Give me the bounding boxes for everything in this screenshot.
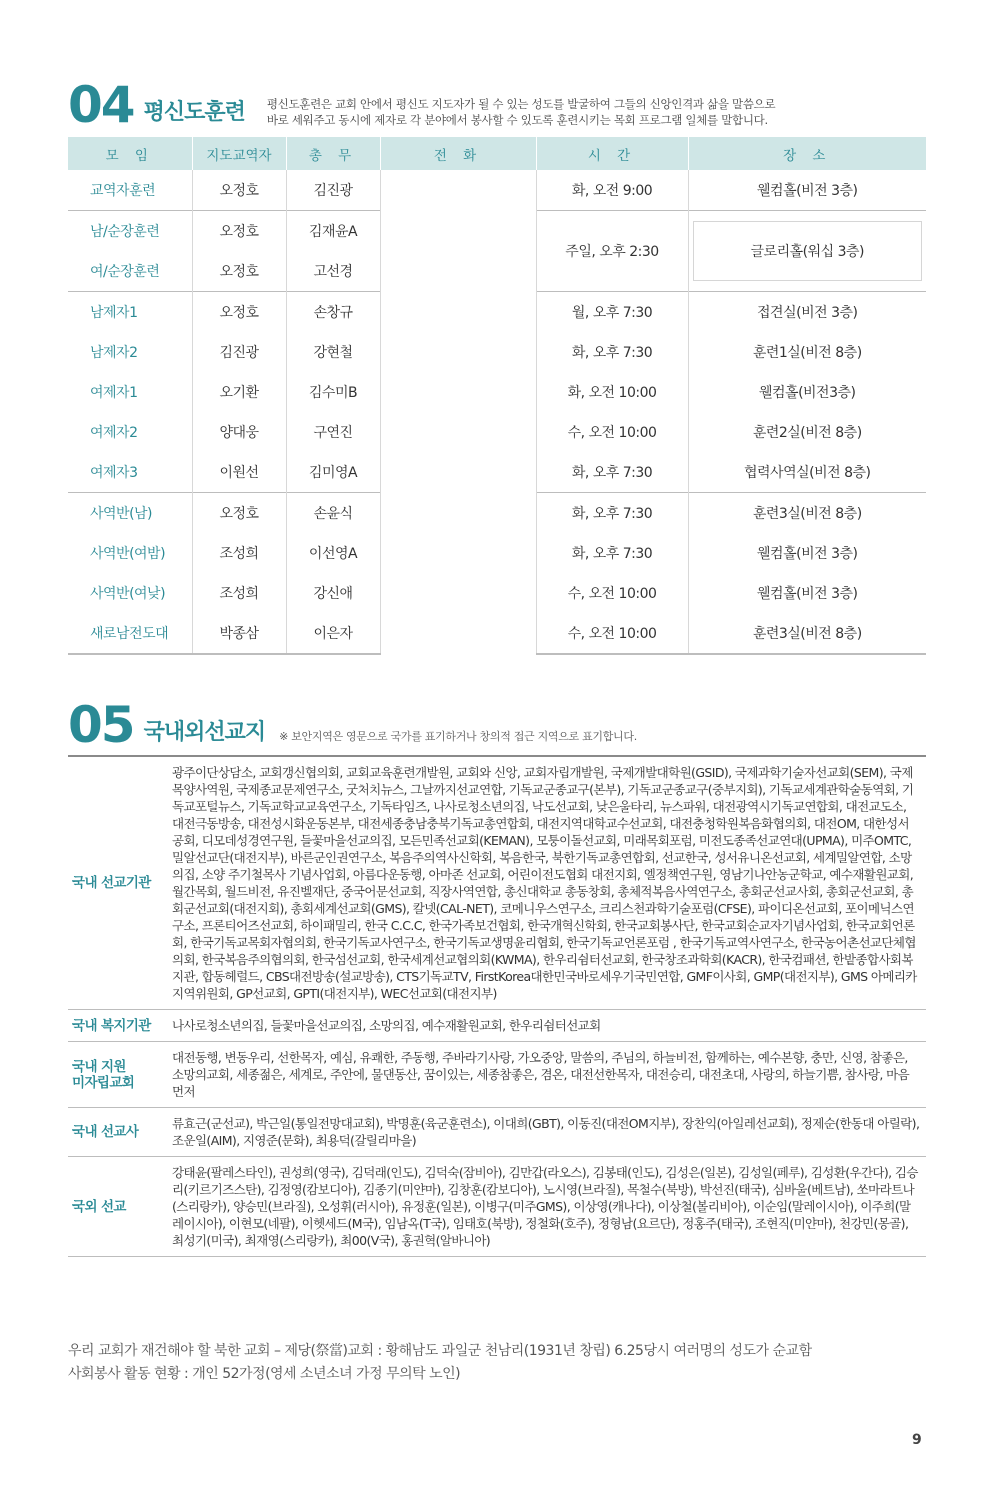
group-cell: 여제자1: [90, 385, 138, 401]
section-title: 평신도훈련: [143, 100, 245, 125]
manager-cell: 고선경: [286, 251, 380, 292]
mission-table: [68, 757, 926, 1257]
manager-cell: 김미영A: [286, 452, 380, 493]
column-header: 총 무: [286, 137, 380, 170]
mission-text: 나사로청소년의집, 들꽃마을선교의집, 소망의집, 예수재활원교회, 한우리쉼터선교회: [172, 1010, 926, 1042]
place-box: 글로리홀(워십 3층): [693, 221, 923, 281]
mission-row: [68, 1157, 926, 1257]
leader-cell: 양대웅: [192, 412, 286, 452]
group-cell: 사역반(여밤): [90, 546, 166, 562]
leader-cell: 박종삼: [192, 613, 286, 654]
place-cell: 훈련3실(비전 8층): [688, 493, 926, 534]
leader-cell: 오정호: [192, 211, 286, 252]
column-header: 장 소: [688, 137, 926, 170]
mission-row: [68, 757, 926, 1010]
group-cell: 사역반(남): [68, 493, 192, 534]
place-cell: 접견실(비전 3층): [688, 292, 926, 333]
table-row: [68, 170, 926, 211]
manager-cell: 김수미B: [286, 372, 380, 412]
manager-cell: 강현철: [286, 332, 380, 372]
leader-cell: 오정호: [192, 251, 286, 292]
time-cell: 화, 오후 7:30: [536, 493, 688, 534]
leader-cell: 오정호: [192, 493, 286, 534]
leader-cell: 이원선: [192, 452, 286, 493]
time-cell: 수, 오전 10:00: [536, 412, 688, 452]
column-header: 전 화: [380, 137, 536, 170]
leader-cell: 김진광: [192, 332, 286, 372]
time-cell: 주일, 오후 2:30: [536, 211, 688, 292]
time-cell: 화, 오전 9:00: [536, 170, 688, 211]
time-cell: 화, 오전 10:00: [536, 372, 688, 412]
place-cell: 웰컴홀(비전3층): [688, 372, 926, 412]
mission-text: 대전동행, 변동우리, 선한목자, 예심, 유쾌한, 주동행, 주바라기사랑, 가오중앙, 말씀의, 주님의, 하늘비전, 함께하는, 예수본향, 충만, 신영, 참좋은, 소망의교회, 세종젊은, 세계로, 주안에, 물댄동산, 꿈이있는, 세종참좋은, 겸온, 대전선한목자, 대전승리, 대전초대, 사랑의, 하늘기쁨, 참사랑, 마음먼저: [172, 1042, 926, 1108]
manager-cell: 김재윤A: [286, 211, 380, 252]
group-cell: 여/순장훈련: [90, 264, 160, 280]
mission-label: 국내 지원 미자립교회: [68, 1042, 172, 1108]
section-note: ※ 보안지역은 영문으로 국가를 표기하거나 창의적 접근 지역으로 표기합니다.: [279, 730, 637, 743]
column-header: 모 임: [68, 137, 192, 170]
place-cell: 훈련1실(비전 8층): [688, 332, 926, 372]
training-table: [68, 137, 926, 655]
manager-cell: 손윤식: [286, 493, 380, 534]
mission-label: 국외 선교: [68, 1157, 172, 1257]
description-line: 바로 세워주고 동시에 제자로 각 분야에서 봉사할 수 있도록 훈련시키는 목회 프로그램 일체를 말합니다.: [266, 113, 768, 127]
mission-text: 류효근(군선교), 박근일(통일전망대교회), 박명훈(육군훈련소), 이대희(GBT), 이동진(대전OM지부), 장찬익(아일레선교회), 정제순(한동대 아릴락), 조운일(AIM), 지영준(문화), 최용덕(갈릴리마을): [172, 1108, 926, 1157]
group-cell: 사역반(여낮): [90, 586, 166, 602]
column-header: 지도교역자: [192, 137, 286, 170]
time-cell: 화, 오후 7:30: [536, 332, 688, 372]
time-cell: 수, 오전 10:00: [536, 613, 688, 654]
phone-cell: [380, 170, 536, 654]
leader-cell: 오정호: [192, 292, 286, 333]
place-cell: 훈련3실(비전 8층): [688, 613, 926, 654]
mission-row: [68, 1042, 926, 1108]
place-cell: 웰컴홀(비전 3층): [688, 533, 926, 573]
page-number: 9: [912, 1432, 922, 1448]
leader-cell: 오기환: [192, 372, 286, 412]
group-cell: 여제자3: [90, 465, 138, 481]
section-04-header: [68, 76, 776, 134]
group-cell: 남제자1: [68, 292, 192, 333]
section-number: 05: [68, 696, 134, 754]
leader-cell: 조성희: [192, 573, 286, 613]
mission-text: 강태윤(팔레스타인), 권성희(영국), 김덕래(인도), 김덕숙(잠비아), 김만갑(라오스), 김봉태(인도), 김성은(일본), 김성일(페루), 김성환(우간다), 김승리(키르기즈스탄), 김정영(캄보디아), 김종기(미얀마), 김창훈(캄보디아), 노시영(브라질), 목철수(북방), 박선진(태국), 심바울(베트남), 쏘마라트나(스리랑카), 양승민(브라질), 오성휘(러시아), 유정훈(일본), 이병구(미주GMS), 이상영(캐나다), 이상철(볼리비아), 이순임(말레이시아), 이주희(말레이시아), 이현모(네팔), 이헷세드(M국), 임남옥(T국), 임태호(북방), 정철화(호주), 정형남(요르단), 정홍주(태국), 조현직(미얀마), 천강민(몽골), 최성기(미국), 최재영(스리랑카), 최00(V국), 홍권혁(알바니아): [172, 1157, 926, 1257]
mission-row: [68, 1108, 926, 1157]
time-cell: 화, 오후 7:30: [536, 452, 688, 493]
section-title: 국내외선교지: [143, 720, 266, 745]
section-description: [267, 96, 775, 128]
description-line: 평신도훈련은 교회 안에서 평신도 지도자가 될 수 있는 성도를 발굴하여 그들의 신앙인격과 삶을 말씀으로: [266, 97, 776, 111]
mission-label: 국내 선교기관: [68, 757, 172, 1010]
group-cell: 새로남전도대: [68, 613, 192, 654]
mission-text: 광주이단상담소, 교회갱신협의회, 교회교육훈련개발원, 교회와 신앙, 교회자립개발원, 국제개발대학원(GSID), 국제과학기술자선교회(SEM), 국제목양사역원, 국제종교문제연구소, 굿처치뉴스, 그날까지선교연합, 기독교군종교구(본부), 기독교군종교구(중부지회), 기독교세계관학술동역회, 기독교포털뉴스, 기독교학교교육연구소, 기독타임즈, 나사로청소년의집, 낙도선교회, 낮은울타리, 뉴스파워, 대전광역시기독교연합회, 대전교도소, 대전극동방송, 대전성시화운동본부, 대전세종충남충북기독교총연합회, 대전지역대학교수선교회, 대전충청학원복음화협의회, 대전OM, 대한성서공회, 디모데성경연구원, 들꽃마을선교의집, 모든민족선교회(KEMAN), 모퉁이돌선교회, 미래목회포럼, 미전도종족선교연대(UPMA), 미주OMTC, 밀알선교단(대전지부), 바른군인권연구소, 복음주의역사신학회, 복음한국, 북한기독교총연합회, 선교한국, 성서유니온선교회, 세계밀알연합, 소망의집, 소양 주기철목사 기념사업회, 아름다운동행, 아마존 선교회, 어린이전도협회 대전지회, 엘정책연구원, 영남기나안농군학교, 예수재활원교회, 월간목회, 월드비전, 유진벨재단, 중국어문선교회, 직장사역연합, 총신대학교 총동창회, 총체적복음사역연구소, 총회군선교사회, 총회군선교회, 총회군선교회(대전지회), 총회세계선교회(GMS), 칼넷(CAL-NET), 코메니우스연구소, 크리스천과학기술포럼(CFSE), 파이디온선교회, 포이메닉스연구소, 프론티어즈선교회, 하이패밀리, 한국 C.C.C, 한국가족보건협회, 한국개혁신학회, 한국교회봉사단, 한국교회순교자기념사업회, 한국교회언론회, 한국기독교목회자협의회, 한국기독교사연구소, 한국기독교생명윤리협회, 한국기독교언론포럼 , 한국기독교역사연구소, 한국농어촌선교단체협의회, 한국복음주의협의회, 한국섬선교회, 한국세계선교협의회(KWMA), 한우리쉼터선교회, 한국창조과학회(KACR), 한국컴패션, 한밭종합사회복지관, 합동헤럴드, CBS대전방송(설교방송), CTS기독교TV, FirstKorea대한민국바로세우기국민연합, GMF이사회, GMP(대전지부), GMS 아메리카지역위원회, GP선교회, GPTI(대전지부), WEC선교회(대전지부): [172, 757, 926, 1010]
table-header-row: [68, 137, 926, 170]
place-cell: 훈련2실(비전 8층): [688, 412, 926, 452]
mission-label: 국내 복지기관: [68, 1010, 172, 1042]
time-cell: 월, 오후 7:30: [536, 292, 688, 333]
group-cell: 교역자훈련: [90, 183, 156, 199]
mission-label: 국내 선교사: [68, 1108, 172, 1157]
place-cell: [688, 211, 926, 292]
column-header: 시 간: [536, 137, 688, 170]
place-cell: 협력사역실(비전 8층): [688, 452, 926, 493]
group-cell: 남/순장훈련: [68, 211, 192, 252]
manager-cell: 김진광: [286, 170, 380, 211]
footer-line-social-service: 사회봉사 활동 현황 : 개인 52가정(영세 소년소녀 가정 무의탁 노인): [68, 1366, 461, 1382]
manager-cell: 손창규: [286, 292, 380, 333]
group-cell: 여제자2: [90, 425, 138, 441]
manager-cell: 강신애: [286, 573, 380, 613]
group-cell: 남제자2: [90, 345, 138, 361]
manager-cell: 구연진: [286, 412, 380, 452]
footer-line-north-korea-church: 우리 교회가 재건해야 할 북한 교회 – 제당(祭當)교회 : 황해남도 과일군 천남리(1931년 창립) 6.25당시 여러명의 성도가 순교함: [68, 1343, 812, 1359]
section-number: 04: [68, 76, 134, 134]
section-05-header: [68, 696, 637, 754]
time-cell: 수, 오전 10:00: [536, 573, 688, 613]
place-cell: 웰컴홀(비전 3층): [688, 170, 926, 211]
manager-cell: 이은자: [286, 613, 380, 654]
place-cell: 웰컴홀(비전 3층): [688, 573, 926, 613]
leader-cell: 오정호: [192, 170, 286, 211]
leader-cell: 조성희: [192, 533, 286, 573]
mission-row: [68, 1010, 926, 1042]
manager-cell: 이선영A: [286, 533, 380, 573]
time-cell: 화, 오후 7:30: [536, 533, 688, 573]
